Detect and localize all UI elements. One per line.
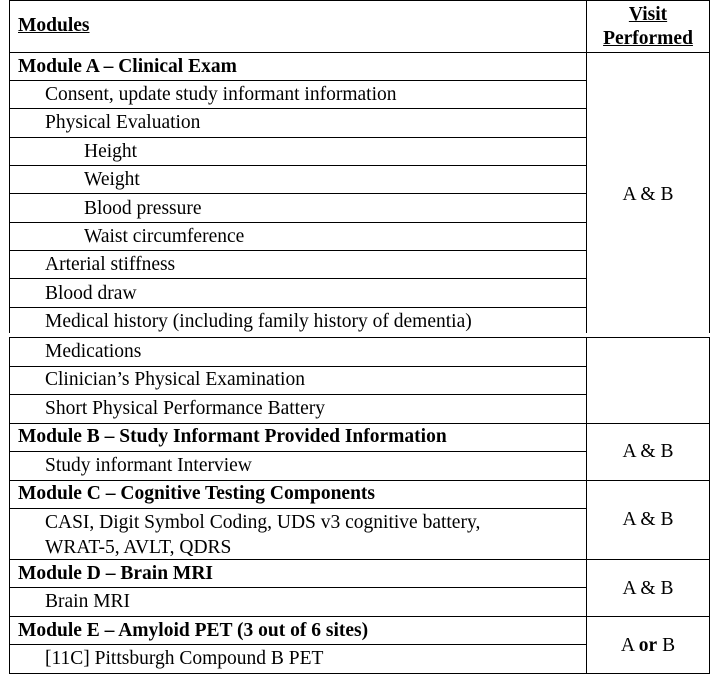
module-a-item: Medical history (including family history of dementia): [45, 311, 472, 332]
module-b-visit: A & B: [622, 441, 674, 462]
module-a-subitem: Height: [84, 141, 138, 162]
row-divider: [9, 307, 587, 308]
module-e-visit: [587, 635, 709, 657]
border-right: [709, 0, 710, 333]
row-divider: [9, 508, 587, 509]
border-left: [9, 337, 10, 674]
header-visit: Visit: [628, 4, 668, 25]
module-c-item-line1: CASI, Digit Symbol Coding, UDS v3 cognitive battery,: [45, 512, 481, 533]
visit-or: or: [638, 635, 658, 656]
row-divider: [9, 108, 587, 109]
block2-top: [9, 337, 710, 338]
module-c-visit: A & B: [622, 509, 674, 530]
header-performed: Performed: [603, 28, 693, 49]
section-divider: [9, 616, 710, 617]
module-e-title: Module E – Amyloid PET (3 out of 6 sites): [18, 620, 369, 641]
module-b-title: Module B – Study Informant Provided Information: [18, 426, 447, 447]
row-divider: [9, 165, 587, 166]
module-d-title: Module D – Brain MRI: [18, 563, 213, 584]
border-middle: [586, 337, 587, 674]
module-c-item-line2: WRAT-5, AVLT, QDRS: [45, 537, 232, 558]
row-divider: [9, 278, 587, 279]
module-a-subitem: Blood pressure: [84, 198, 202, 219]
module-a-subitem: Weight: [84, 169, 140, 190]
header-modules: Modules: [18, 15, 90, 36]
row-divider: [9, 644, 587, 645]
visit-b: B: [662, 635, 676, 656]
section-divider: [9, 423, 710, 424]
row-divider: [9, 137, 587, 138]
module-b-item: Study informant Interview: [45, 455, 252, 476]
row-divider: [9, 250, 587, 251]
row-divider: [9, 193, 587, 194]
row-divider: [9, 366, 587, 367]
border-top: [9, 0, 710, 1]
border-left: [9, 0, 10, 333]
section-divider: [9, 480, 710, 481]
header-divider: [9, 52, 710, 53]
module-a-item: Short Physical Performance Battery: [45, 398, 325, 419]
module-c-title: Module C – Cognitive Testing Components: [18, 483, 375, 504]
module-a-subitem: Waist circumference: [84, 226, 245, 247]
module-d-item: Brain MRI: [45, 591, 131, 612]
module-a-item: Consent, update study informant information: [45, 84, 397, 105]
module-e-item: [11C] Pittsburgh Compound B PET: [45, 648, 324, 669]
module-a-visit: A & B: [622, 184, 674, 205]
row-divider: [9, 80, 587, 81]
row-divider: [9, 394, 587, 395]
border-bottom: [9, 673, 710, 674]
module-a-item: Arterial stiffness: [45, 254, 176, 275]
section-divider: [9, 559, 710, 560]
module-a-item: Medications: [45, 341, 142, 362]
module-a-item: Clinician’s Physical Examination: [45, 369, 305, 390]
visit-a: A: [620, 635, 634, 656]
row-divider: [9, 451, 587, 452]
module-a-item: Physical Evaluation: [45, 112, 201, 133]
border-right: [709, 337, 710, 674]
module-d-visit: A & B: [622, 578, 674, 599]
row-divider: [9, 587, 587, 588]
module-a-title: Module A – Clinical Exam: [18, 56, 237, 77]
row-divider: [9, 222, 587, 223]
module-a-item: Blood draw: [45, 283, 137, 304]
